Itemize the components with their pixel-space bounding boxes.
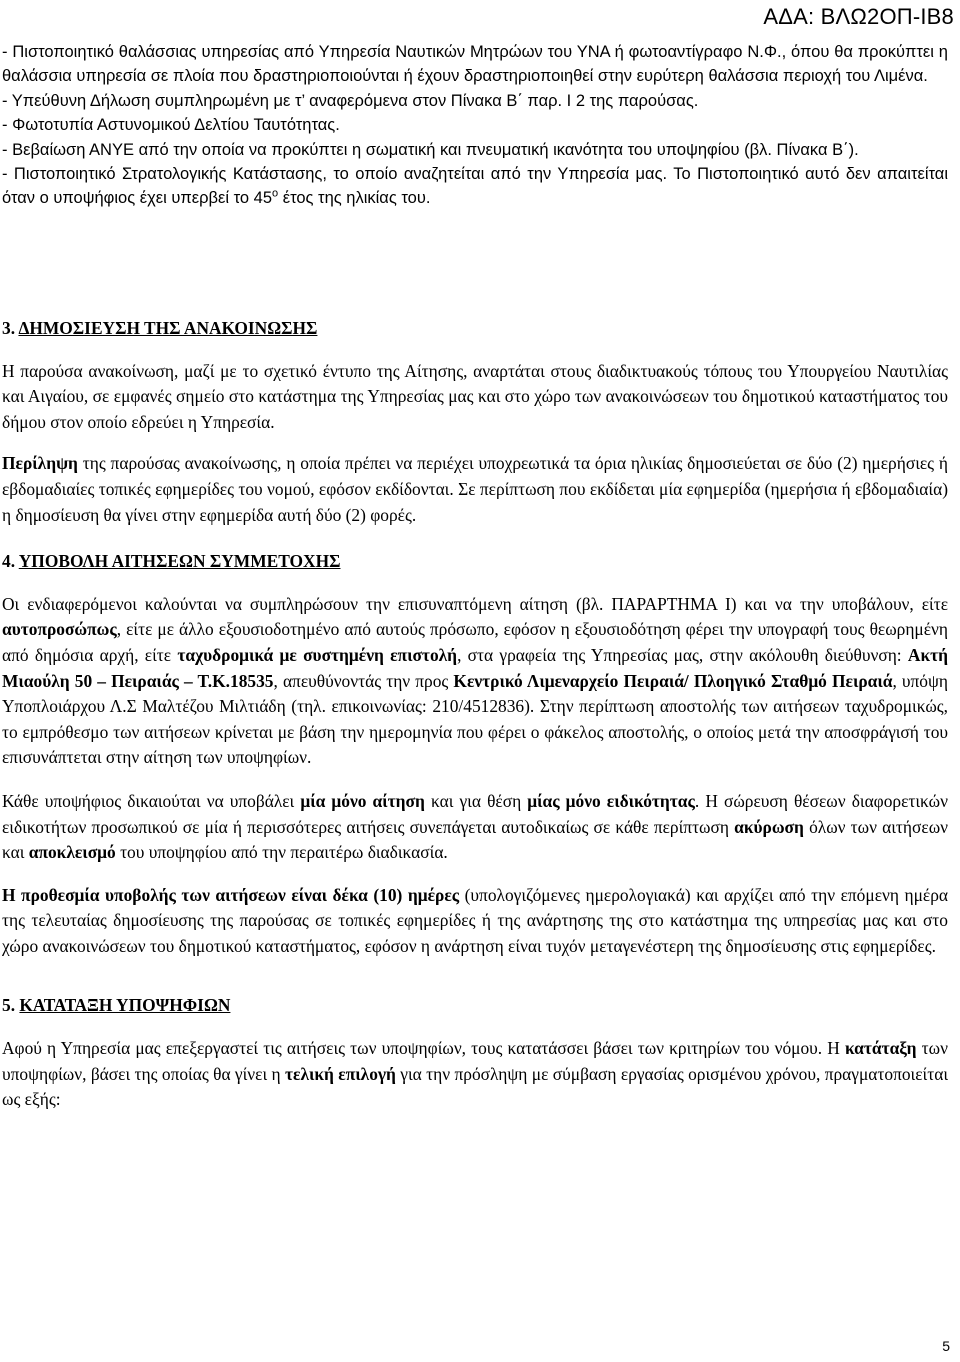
paragraph: Η παρούσα ανακοίνωση, μαζί με το σχετικό έντυπο της Αίτησης, αναρτάται στους διαδικτυακούς τόπους του Υπουργείου Ναυτιλίας και Αιγαίου, σε εμφανές σημείο στο κατάστημα της Υπηρεσίας μας και στο χώρο των ανακοινώσεων του δημοτικού καταστήματος του δήμου στον οποίο εδρεύει η Υπηρεσία. bbox=[2, 360, 948, 432]
superscript: ο bbox=[272, 187, 279, 200]
bold-text: Η προθεσμία υποβολής των αιτήσεων είναι δέκα (10) ημέρες bbox=[2, 884, 460, 905]
requirement-item bbox=[2, 162, 948, 211]
text: Κάθε υποψήφιος δικαιούται να υποβάλει bbox=[2, 790, 301, 811]
paragraph bbox=[2, 789, 948, 866]
paragraph bbox=[2, 883, 948, 960]
text: (υπολογιζόμενες ημερολογιακά) και αρχίζει από την επόμενη ημέρα της τελευταίας δημοσίευσης της παρούσας σε τοπικές εφημερίδες ή της ανάρτησης της στο κατάστημα της υπηρεσίας μας και στο χώρο ανακοινώσεων του δημοτικού καταστήματος, εφόσον η ανάρτηση είναι τυχόν μεταγενέστερη της δημοσίευσης στις εφημερίδες. bbox=[2, 884, 948, 956]
text: και για θέση bbox=[424, 790, 528, 811]
bold-text: ακύρωση bbox=[734, 816, 804, 837]
bold-text: κατάταξη bbox=[844, 1038, 917, 1059]
bold-text: Ακτή Μιαούλη 50 – Πειραιάς – Τ.Κ.18535 bbox=[2, 644, 948, 691]
section-number: 4. bbox=[2, 551, 16, 572]
page-number: 5 bbox=[942, 1338, 950, 1354]
text: . Η σώρευση θέσεων διαφορετικών ειδικοτήτων προσωπικού σε μία ή περισσότερες αιτήσεις συνεπάγεται αυτοδικαίως σε κάθε περίπτωση bbox=[2, 790, 948, 837]
bold-text: αποκλεισμό bbox=[28, 842, 116, 863]
section-number: 5. bbox=[2, 995, 16, 1016]
text: Αφού η Υπηρεσία μας επεξεργαστεί τις αιτήσεις των υποψηφίων, τους κατατάσσει βάσει των κριτηρίων του νόμου. Η bbox=[2, 1038, 845, 1059]
text: , στα γραφεία της Υπηρεσίας μας, στην ακόλουθη διεύθυνση: bbox=[457, 644, 908, 665]
text: για την πρόσληψη με σύμβαση εργασίας ορισμένου χρόνου, πραγματοποιείται ως εξής: bbox=[2, 1063, 948, 1110]
bold-text: μία μόνο αίτηση bbox=[300, 790, 425, 811]
text: των υποψηφίων, βάσει της οποίας θα γίνει η bbox=[2, 1038, 948, 1084]
section-title: ΥΠΟΒΟΛΗ ΑΙΤΗΣΕΩΝ ΣΥΜΜΕΤΟΧΗΣ bbox=[18, 551, 341, 572]
bold-text: Περίληψη bbox=[2, 453, 78, 474]
document-body bbox=[2, 316, 948, 1113]
requirement-item: - Πιστοποιητικό θαλάσσιας υπηρεσίας από Υπηρεσία Ναυτικών Μητρώων του ΥΝΑ ή φωτοαντίγραφο Ν.Φ., όπου θα προκύπτει η θαλάσσια υπηρεσία σε πλοία που δραστηριοποιούνται ή έχουν δραστηριοποιηθεί στην ευρύτερη θαλάσσια περιοχή του Λιμένα. bbox=[2, 43, 948, 86]
bold-text: ταχυδρομικά με συστημένη επιστολή bbox=[177, 644, 458, 665]
section-title: ΔΗΜΟΣΙΕΥΣΗ ΤΗΣ ΑΝΑΚΟΙΝΩΣΗΣ bbox=[18, 318, 318, 338]
paragraph bbox=[2, 451, 948, 528]
section-3-heading bbox=[2, 316, 948, 342]
section-title: ΚΑΤΑΤΑΞΗ ΥΠΟΨΗΦΙΩΝ bbox=[19, 995, 231, 1016]
section-5-heading bbox=[2, 993, 948, 1019]
requirement-item: - Υπεύθυνη Δήλωση συμπληρωμένη με τ’ αναφερόμενα στον Πίνακα Β΄ παρ. Ι 2 της παρούσας. bbox=[2, 91, 699, 110]
text: του υποψηφίου από την περαιτέρω διαδικασία. bbox=[115, 842, 448, 863]
requirement-item: - Φωτοτυπία Αστυνομικού Δελτίου Ταυτότητας. bbox=[2, 116, 340, 135]
ada-code: ΑΔΑ: ΒΛΩ2ΟΠ-ΙΒ8 bbox=[763, 4, 954, 29]
bold-text: μίας μόνο ειδικότητας bbox=[527, 790, 695, 811]
section-4-heading bbox=[2, 549, 948, 575]
bold-text: αυτοπροσώπως bbox=[2, 619, 117, 640]
text: , απευθύνοντάς την προς bbox=[273, 670, 454, 691]
bold-text: Κεντρικό Λιμεναρχείο Πειραιά/ Πλοηγικό Σταθμό Πειραιά bbox=[453, 670, 893, 691]
bold-text: τελική επιλογή bbox=[285, 1063, 396, 1084]
requirements-list bbox=[2, 40, 948, 211]
paragraph bbox=[2, 592, 948, 771]
text: όλων των αιτήσεων και bbox=[2, 816, 948, 863]
requirement-text: - Πιστοποιητικό Στρατολογικής Κατάστασης, το οποίο αναζητείται από την Υπηρεσία μας. Το Πιστοποιητικό αυτό δεν απαιτείται όταν ο υποψήφιος έχει υπερβεί το 45 bbox=[2, 165, 948, 208]
requirement-text: έτος της ηλικίας του. bbox=[278, 189, 431, 208]
text: της παρούσας ανακοίνωσης, η οποία πρέπει να περιέχει υποχρεωτικά τα όρια ηλικίας δημοσιεύεται σε δύο (2) ημερήσιες ή εβδομαδιαίες τοπικές εφημερίδες του νομού, εφόσον εκδίδονται. Σε περίπτωση που εκδίδεται μία εφημερίδα (ημερήσια ή εβδομαδιαία) η δημοσίευση θα γίνει στην εφημερίδα αυτή δύο (2) φορές. bbox=[2, 453, 948, 525]
text: , είτε με άλλο εξουσιοδοτημένο από αυτούς πρόσωπο, εφόσον η εξουσιοδότηση φέρει την υπογραφή τους θεωρημένη από δημόσια αρχή, είτε bbox=[2, 619, 948, 665]
paragraph bbox=[2, 1036, 948, 1113]
requirement-item: - Βεβαίωση ΑΝΥΕ από την οποία να προκύπτει η σωματική και πνευματική ικανότητα του υποψηφίου (βλ. Πίνακα Β΄). bbox=[2, 140, 859, 159]
text: , υπόψη Υποπλοιάρχου Λ.Σ Μαλτέζου Μιλτιάδη (τηλ. επικοινωνίας: 210/4512836). Στην περίπτωση αποστολής των αιτήσεων ταχυδρομικώς, το εμπρόθεσμο των αιτήσεων κρίνεται με βάση την ημερομηνία που φέρει ο φάκελος αποστολής, ο οποίος μετά την αποσφράγισή του επισυνάπτεται στην αίτηση των υποψηφίων. bbox=[2, 670, 948, 768]
section-number: 3. bbox=[2, 318, 16, 338]
text: Οι ενδιαφερόμενοι καλούνται να συμπληρώσουν την επισυναπτόμενη αίτηση (βλ. ΠΑΡΑΡΤΗΜΑ Ι) και να την υποβάλουν, είτε bbox=[2, 593, 948, 614]
